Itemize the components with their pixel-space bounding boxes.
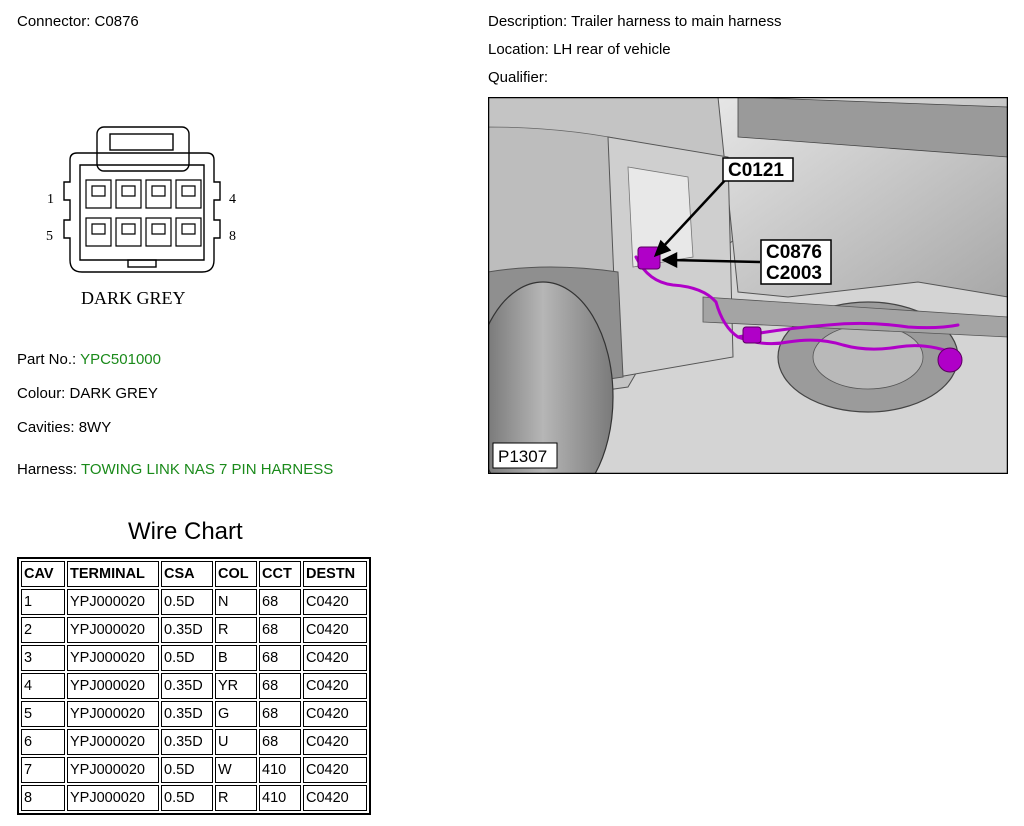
cell-cct: 410: [259, 757, 301, 783]
wire-chart-title: Wire Chart: [128, 518, 243, 545]
wire-chart-header-row: [21, 561, 367, 587]
location-value: LH rear of vehicle: [553, 41, 671, 58]
pin-label-4: 4: [229, 192, 236, 207]
pin-label-5: 5: [46, 229, 53, 244]
cell-terminal: YPJ000020: [67, 785, 159, 811]
cell-terminal: YPJ000020: [67, 757, 159, 783]
cell-terminal: YPJ000020: [67, 673, 159, 699]
cavities-label: Cavities:: [17, 419, 75, 436]
cell-terminal: YPJ000020: [67, 645, 159, 671]
column-header-terminal: TERMINAL: [67, 561, 159, 587]
cell-cct: 68: [259, 617, 301, 643]
cell-csa: 0.35D: [161, 673, 213, 699]
cavities-line: [17, 419, 111, 436]
cell-destn: C0420: [303, 589, 367, 615]
spare-wheel-rim: [813, 325, 923, 389]
cell-col: YR: [215, 673, 257, 699]
cell-csa: 0.35D: [161, 729, 213, 755]
cell-cct: 410: [259, 785, 301, 811]
figure-id: P1307: [498, 447, 548, 466]
column-header-col: COL: [215, 561, 257, 587]
cell-destn: C0420: [303, 673, 367, 699]
inline-connector-shape: [743, 327, 761, 343]
description-value: Trailer harness to main harness: [571, 13, 782, 30]
cavity-bottom-row: [86, 218, 201, 246]
pin-label-8: 8: [229, 229, 236, 244]
cell-cct: 68: [259, 701, 301, 727]
cell-cav: 7: [21, 757, 65, 783]
cell-cav: 2: [21, 617, 65, 643]
latch-slot: [110, 134, 173, 150]
cell-cct: 68: [259, 673, 301, 699]
column-header-csa: CSA: [161, 561, 213, 587]
cell-destn: C0420: [303, 729, 367, 755]
cell-cct: 68: [259, 589, 301, 615]
harness-link[interactable]: TOWING LINK NAS 7 PIN HARNESS: [80, 461, 334, 478]
connector-value: C0876: [94, 13, 139, 30]
table-row: [21, 757, 367, 783]
part-no-label: Part No.:: [17, 351, 77, 368]
colour-line: [17, 385, 158, 402]
table-row: [21, 617, 367, 643]
table-row: [21, 729, 367, 755]
cell-cav: 5: [21, 701, 65, 727]
cell-col: N: [215, 589, 257, 615]
table-row: [21, 673, 367, 699]
cell-csa: 0.5D: [161, 645, 213, 671]
cell-cav: 1: [21, 589, 65, 615]
table-row: [21, 645, 367, 671]
connector-label: Connector:: [17, 13, 91, 30]
location-line: [488, 41, 671, 58]
column-header-destn: DESTN: [303, 561, 367, 587]
cell-col: W: [215, 757, 257, 783]
cell-csa: 0.5D: [161, 785, 213, 811]
description-label: Description:: [488, 13, 568, 30]
table-row: [21, 701, 367, 727]
cell-col: R: [215, 617, 257, 643]
cell-csa: 0.35D: [161, 617, 213, 643]
cell-cct: 68: [259, 645, 301, 671]
cell-terminal: YPJ000020: [67, 617, 159, 643]
cell-csa: 0.35D: [161, 701, 213, 727]
cell-csa: 0.5D: [161, 757, 213, 783]
callout-c0876: C0876: [766, 242, 822, 263]
callout-c2003: C2003: [766, 263, 822, 284]
connector-location-illustration: [488, 97, 1008, 474]
colour-value: DARK GREY: [69, 385, 158, 402]
cell-destn: C0420: [303, 785, 367, 811]
pin-label-1: 1: [47, 192, 54, 207]
description-line: [488, 13, 781, 30]
cell-destn: C0420: [303, 701, 367, 727]
cell-destn: C0420: [303, 645, 367, 671]
qualifier-label: Qualifier:: [488, 69, 549, 86]
cell-cav: 8: [21, 785, 65, 811]
column-header-cct: CCT: [259, 561, 301, 587]
part-no-line: [17, 351, 161, 368]
cell-destn: C0420: [303, 617, 367, 643]
cell-terminal: YPJ000020: [67, 701, 159, 727]
cavities-value: 8WY: [78, 419, 112, 436]
trailer-socket-shape: [938, 348, 962, 372]
cell-csa: 0.5D: [161, 589, 213, 615]
cell-col: U: [215, 729, 257, 755]
harness-label: Harness:: [17, 461, 78, 478]
wire-chart-table: [17, 557, 371, 815]
cell-col: R: [215, 785, 257, 811]
cell-cav: 4: [21, 673, 65, 699]
cell-terminal: YPJ000020: [67, 589, 159, 615]
connector-key: [128, 260, 156, 267]
harness-line: [17, 461, 333, 478]
colour-label: Colour:: [17, 385, 66, 402]
connector-line: [17, 13, 139, 30]
connector-face-diagram: [40, 120, 250, 280]
cell-terminal: YPJ000020: [67, 729, 159, 755]
table-row: [21, 785, 367, 811]
cell-cct: 68: [259, 729, 301, 755]
table-row: [21, 589, 367, 615]
cell-col: B: [215, 645, 257, 671]
cell-destn: C0420: [303, 757, 367, 783]
column-header-cav: CAV: [21, 561, 65, 587]
cavity-top-row: [86, 180, 201, 208]
callout-c0121: C0121: [728, 160, 784, 181]
cavity-grid: [86, 180, 201, 246]
cell-cav: 3: [21, 645, 65, 671]
cell-cav: 6: [21, 729, 65, 755]
connector-color-caption: DARK GREY: [81, 288, 186, 308]
part-no-link[interactable]: YPC501000: [80, 351, 161, 368]
location-label: Location:: [488, 41, 549, 58]
cell-col: G: [215, 701, 257, 727]
